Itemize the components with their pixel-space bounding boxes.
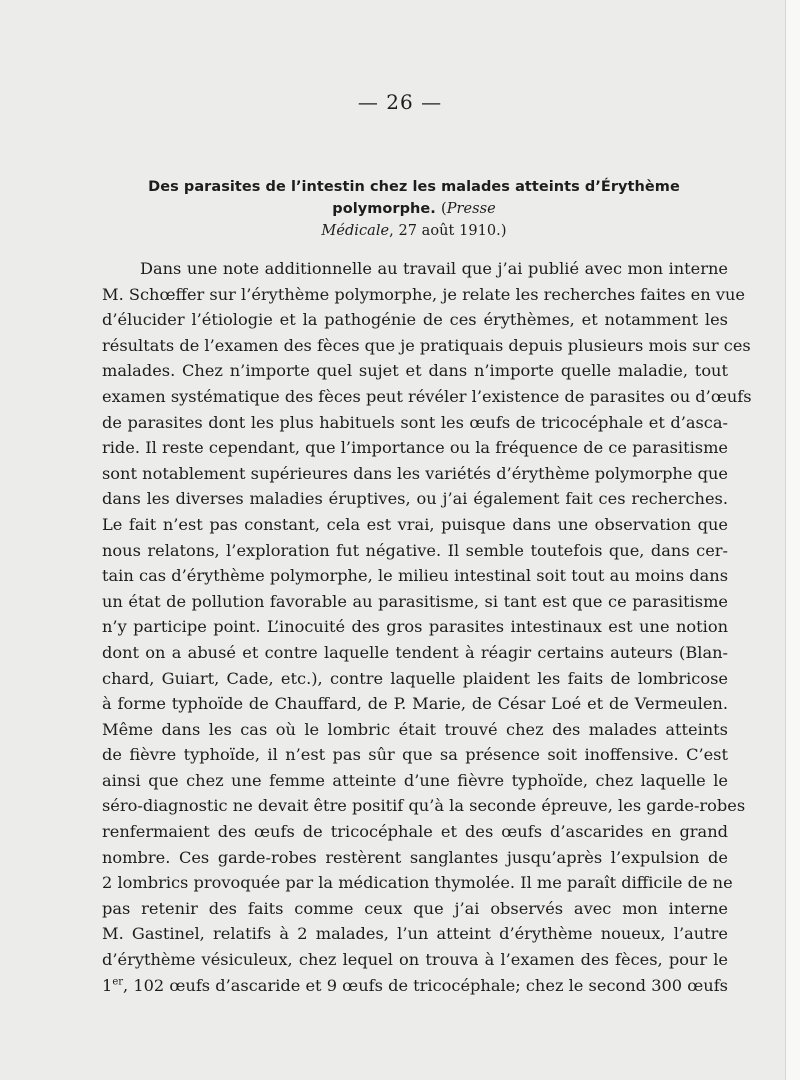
text-line: M. Schœffer sur l’érythème polymorphe, je relate les recherches faites en vue (102, 284, 745, 304)
text-line: M. Gastinel, relatifs à 2 malades, l’un atteint d’érythème noueux, l’autre (102, 924, 728, 944)
text-line: 2 lombrics provoquée par la médication thymolée. Il me paraît difficile de ne (102, 873, 733, 893)
page-number: — 26 — (357, 90, 443, 114)
last-line-start: 1 (102, 975, 113, 995)
text-line: renfermaient des œufs de tricocéphale et des œufs d’ascarides en grand (102, 822, 728, 842)
text-line: nombre. Ces garde-robes restèrent sanglantes jusqu’après l’expulsion de (102, 847, 728, 867)
publication-date: , 27 août 1910.) (389, 223, 507, 239)
text-line: nous relatons, l’exploration fut négative. Il semble toutefois que, dans cer- (102, 540, 728, 560)
text-line: à forme typhoïde de Chauffard, de P. Marie, de César Loé et de Vermeulen. (102, 694, 728, 714)
text-line: résultats de l’examen des fèces que je pratiquais depuis plusieurs mois sur ces (102, 335, 751, 355)
text-line: Dans une note additionnelle au travail que j’ai publié avec mon interne (140, 259, 728, 278)
text-line: de parasites dont les plus habituels sont les œufs de tricocéphale et d’asca- (102, 412, 728, 432)
text-line: sont notablement supérieures dans les variétés d’érythème polymorphe que (102, 463, 728, 483)
reference-open-paren: ( (440, 201, 447, 217)
text-line: de fièvre typhoïde, il n’est pas sûr que sa présence soit inoffensive. C’est (102, 745, 728, 765)
superscript-ordinal: er (112, 976, 124, 988)
text-line: examen systématique des fèces peut révéler l’existence de parasites ou d’œufs (102, 386, 752, 406)
text-line: chard, Guiart, Cade, etc.), contre laquelle plaident les faits de lombricose (102, 668, 728, 688)
text-line: d’élucider l’étiologie et la pathogénie de ces érythèmes, et notamment les (102, 310, 728, 330)
title-heading: Des parasites de l’intestin chez les malades atteints d’Érythème polymorphe. (148, 179, 680, 217)
text-line: n’y participe point. L’inocuité des gros parasites intestinaux est une notion (102, 617, 728, 637)
text-line: Le fait n’est pas constant, cela est vrai, puisque dans une observation que (102, 514, 728, 534)
text-line-last (102, 973, 728, 999)
text-line: d’érythème vésiculeux, chez lequel on trouva à l’examen des fèces, pour le (102, 950, 728, 970)
text-line: dans les diverses maladies éruptives, ou j’ai également fait ces recherches. (102, 489, 728, 509)
text-line: Même dans les cas où le lombric était trouvé chez des malades atteints (102, 719, 728, 739)
text-line: tain cas d’érythème polymorphe, le milieu intestinal soit tout au moins dans (102, 566, 728, 586)
text-line: séro-diagnostic ne devait être positif qu’à la seconde épreuve, les garde-robes (102, 796, 746, 816)
page-edge (785, 0, 800, 1080)
journal-name-part2: Médicale (321, 223, 390, 239)
text-line: malades. Chez n’importe quel sujet et dans n’importe quelle maladie, tout (102, 361, 728, 381)
text-line: un état de pollution favorable au parasitisme, si tant est que ce parasitisme (102, 591, 728, 611)
section-title (100, 176, 728, 242)
text-line: dont on a abusé et contre laquelle tendent à réagir certains auteurs (Blan- (102, 642, 728, 662)
text-line: ride. Il reste cependant, que l’importance ou la fréquence de ce parasitisme (102, 438, 728, 458)
journal-name-part1: Presse (446, 201, 496, 217)
text-line: pas retenir des faits comme ceux que j’ai observés avec mon interne (102, 898, 728, 918)
body-paragraph (102, 256, 752, 998)
last-line-rest: , 102 œufs d’ascaride et 9 œufs de tricocéphale; chez le second 300 œufs (123, 975, 728, 995)
text-line: ainsi que chez une femme atteinte d’une fièvre typhoïde, chez laquelle le (102, 770, 728, 790)
